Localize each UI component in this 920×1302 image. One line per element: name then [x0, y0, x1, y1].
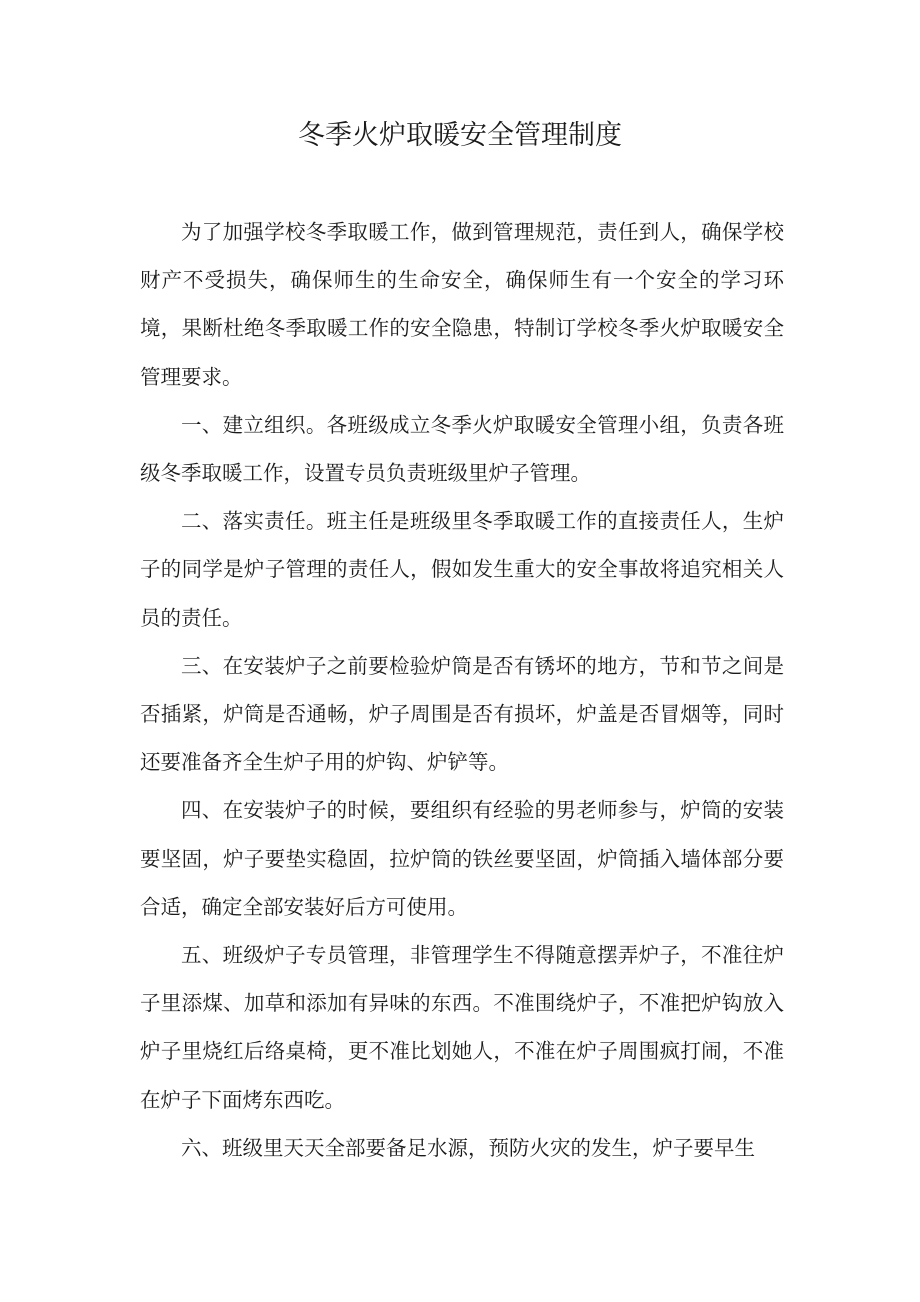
document-title: 冬季火炉取暖安全管理制度	[298, 120, 622, 151]
paragraph-3-inspection: 三、在安装炉子之前要检验炉筒是否有锈坏的地方，节和节之间是否插紧，炉筒是否通畅，炉子周围是否有损坏，炉盖是否冒烟等，同时还要准备齐全生炉子用的炉钩、炉铲等。	[140, 653, 784, 775]
paragraph-intro: 为了加强学校冬季取暖工作，做到管理规范，责任到人，确保学校财产不受损失，确保师生的生命安全，确保师生有一个安全的学习环境，果断杜绝冬季取暖工作的安全隐患，特制订学校冬季火炉取暖安全管理要求。	[140, 220, 784, 389]
paragraph-1-organization: 一、建立组织。各班级成立冬季火炉取暖安全管理小组，负责各班级冬季取暖工作，设置专员负责班级里炉子管理。	[140, 412, 784, 486]
paragraph-6-water: 六、班级里天天全部要备足水源，预防火灾的发生，炉子要早生	[181, 1135, 755, 1160]
paragraph-4-installation: 四、在安装炉子的时候，要组织有经验的男老师参与，炉筒的安装要坚固，炉子要垫实稳固，拉炉筒的铁丝要坚固，炉筒插入墙体部分要合适，确定全部安装好后方可使用。	[140, 798, 784, 919]
document-body	[140, 208, 784, 1172]
paragraph-2-responsibility: 二、落实责任。班主任是班级里冬季取暖工作的直接责任人，生炉子的同学是炉子管理的责任人，假如发生重大的安全事故将追究相关人员的责任。	[140, 509, 784, 630]
paragraph-5-management: 五、班级炉子专员管理，非管理学生不得随意摆弄炉子，不准往炉子里添煤、加草和添加有异味的东西。不准围绕炉子，不准把炉钩放入炉子里烧红后络桌椅，更不准比划她人，不准在炉子周围疯打闹，不准在炉子下面烤东西吃。	[140, 943, 784, 1112]
